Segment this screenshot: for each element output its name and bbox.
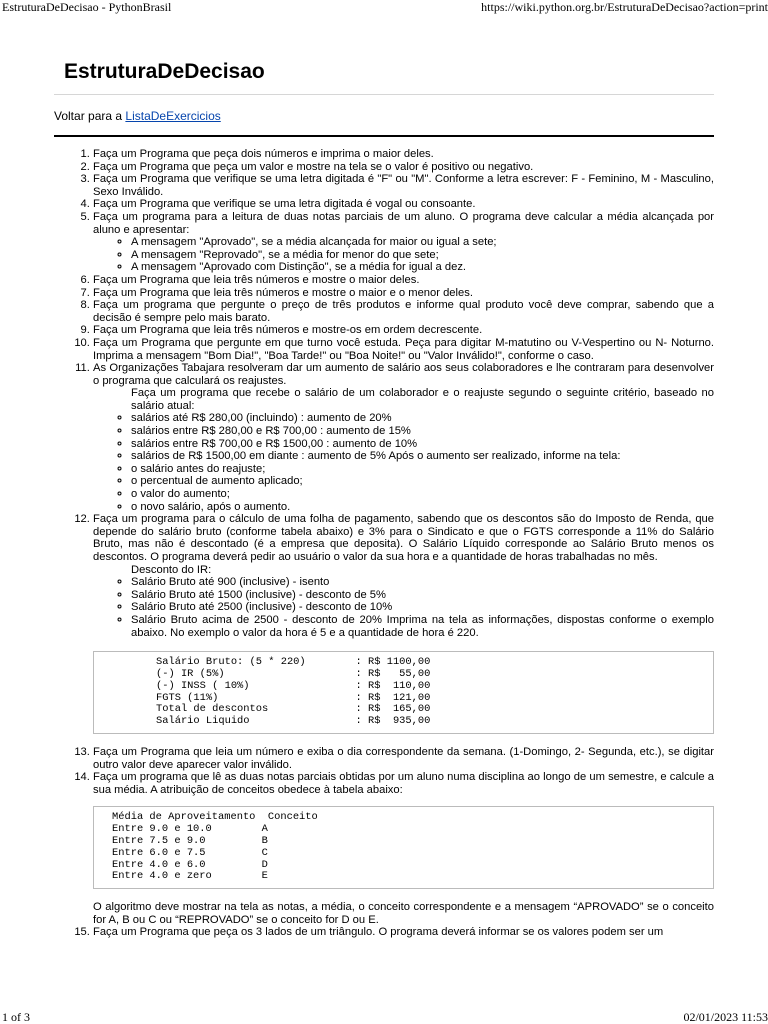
print-header-title: EstruturaDeDecisao - PythonBrasil: [2, 0, 172, 14]
item-text: Faça um programa para a leitura de duas notas parciais de um aluno. O programa deve calcular a média alcançada por aluno e apresentar:: [93, 210, 714, 236]
sub-list-item: ◦ o novo salário, após o aumento.: [131, 501, 714, 514]
list-item: 9. Faça um Programa que leia três números e mostre-os em ordem decrescente.: [93, 324, 714, 337]
back-prefix: Voltar para a: [54, 109, 126, 123]
back-link[interactable]: ListaDeExercicios: [125, 109, 221, 123]
print-header: [0, 0, 768, 16]
back-line: [54, 109, 714, 123]
list-item: [93, 771, 714, 926]
divider: [54, 135, 714, 137]
sub-list-item: ◦ A mensagem "Aprovado", se a média alcançada for maior ou igual a sete;: [131, 236, 714, 249]
list-item: 7. Faça um Programa que leia três números e mostre o maior e o menor deles.: [93, 287, 714, 300]
page-title: EstruturaDeDecisao: [54, 52, 714, 95]
payroll-example-block: Salário Bruto: (5 * 220) : R$ 1100,00 (-) IR (5%) : R$ 55,00 (-) INSS ( 10%) : R$ 110,00 FGTS (11%) : R$ 121,00 Total de descontos : R$ 165,00 Salário Liquido : R$ 935,00: [93, 651, 714, 734]
list-item: [93, 211, 714, 274]
sub-list-item: ◦ salários entre R$ 280,00 e R$ 700,00 : aumento de 15%: [131, 425, 714, 438]
sub-list-item: ◦ Salário Bruto até 900 (inclusive) - isento: [131, 576, 714, 589]
item-text: Faça um programa que lê as duas notas parciais obtidas por um aluno numa disciplina ao longo de um semestre, e calcule a sua média. A atribuição de conceitos obedece à tabela abaixo:: [93, 771, 714, 796]
list-item: [93, 513, 714, 734]
list-item: [93, 362, 714, 513]
grade-table-block: Média de Aproveitamento Conceito Entre 9.0 e 10.0 A Entre 7.5 e 9.0 B Entre 6.0 e 7.5 C Entre 4.0 e 6.0 D Entre 4.0 e zero E: [93, 806, 714, 889]
sub-list-item: ◦ Salário Bruto acima de 2500 - desconto de 20% Imprima na tela as informações, dispostas conforme o exemplo abaixo. No exemplo o valor da hora é 5 e a quantidade de hora é 220.: [131, 614, 714, 639]
list-item: 4. Faça um Programa que verifique se uma letra digitada é vogal ou consoante.: [93, 198, 714, 211]
sub-list-item: ◦ salários entre R$ 700,00 e R$ 1500,00 : aumento de 10%: [131, 438, 714, 451]
item-note: O algoritmo deve mostrar na tela as notas, a média, o conceito correspondente e a mensagem “APROVADO” se o conceito for A, B ou C ou “REPROVADO” se o conceito for D ou E.: [93, 901, 714, 926]
list-item: 6. Faça um Programa que leia três números e mostre o maior deles.: [93, 274, 714, 287]
list-item: 8. Faça um programa que pergunte o preço de três produtos e informe qual produto você deve comprar, sabendo que a decisão é sempre pelo mais barato.: [93, 299, 714, 324]
sub-list-item: ◦ A mensagem "Aprovado com Distinção", se a média for igual a dez.: [131, 261, 714, 274]
page-number: 1 of 3: [2, 1010, 30, 1024]
sub-list-item: ◦ Salário Bruto até 1500 (inclusive) - desconto de 5%: [131, 589, 714, 602]
list-item: 10. Faça um Programa que pergunte em que turno você estuda. Peça para digitar M-matutino ou V-Vespertino ou N- Noturno. Imprima a mensagem "Bom Dia!", "Boa Tarde!" ou "Boa Noite!" ou "Valor Inválido!", conforme o caso.: [93, 337, 714, 362]
sub-list-item: ◦ Salário Bruto até 2500 (inclusive) - desconto de 10%: [131, 601, 714, 614]
print-datetime: 02/01/2023 11:53: [683, 1010, 768, 1024]
item-text: As Organizações Tabajara resolveram dar um aumento de salário aos seus colaboradores e lhe contraram para desenvolver o programa que calculará os reajustes.: [93, 362, 714, 387]
list-item: 2. Faça um Programa que peça um valor e mostre na tela se o valor é positivo ou negativo.: [93, 161, 714, 174]
list-item: 15. Faça um Programa que peça os 3 lados de um triângulo. O programa deverá informar se os valores podem ser um: [93, 926, 714, 939]
print-header-url: https://wiki.python.org.br/EstruturaDeDecisao?action=print: [481, 0, 768, 14]
sub-list: [93, 236, 714, 274]
sub-list-item: ◦ o valor do aumento;: [131, 488, 714, 501]
list-item: 13. Faça um Programa que leia um número e exiba o dia correspondente da semana. (1-Domingo, 2- Segunda, etc.), se digitar outro valor deve aparecer valor inválido.: [93, 746, 714, 771]
sub-list: [93, 576, 714, 639]
sub-list: [93, 412, 714, 513]
item-text: Faça um programa para o cálculo de uma folha de pagamento, sabendo que os descontos são do Imposto de Renda, que depende do salário bruto (conforme tabela abaixo) e 3% para o Sindicato e que o FGTS corresponde a 11% do Salário Bruto, mas não é descontado (é a empresa que deposita). O Salário Líquido corresponde ao Salário Bruto menos os descontos. O programa deverá pedir ao usuário o valor da sua hora e a quantidade de horas trabalhadas no mês.: [93, 513, 714, 563]
sub-list-item: ◦ o salário antes do reajuste;: [131, 463, 714, 476]
list-item: 3. Faça um Programa que verifique se uma letra digitada é "F" ou "M". Conforme a letra escrever: F - Feminino, M - Masculino, Sexo Inválido.: [93, 173, 714, 198]
exercise-list: [54, 148, 714, 939]
list-item: 1. Faça um Programa que peça dois números e imprima o maior deles.: [93, 148, 714, 161]
page-content: [54, 52, 714, 939]
item-intro: Faça um programa que recebe o salário de um colaborador e o reajuste segundo o seguinte critério, baseado no salário atual:: [131, 387, 714, 412]
sub-list-item: ◦ A mensagem "Reprovado", se a média for menor do que sete;: [131, 249, 714, 262]
sub-list-item: ◦ salários até R$ 280,00 (incluindo) : aumento de 20%: [131, 412, 714, 425]
print-footer: [0, 1010, 768, 1024]
item-intro: Desconto do IR:: [131, 563, 212, 576]
sub-list-item: ◦ o percentual de aumento aplicado;: [131, 475, 714, 488]
sub-list-item: ◦ salários de R$ 1500,00 em diante : aumento de 5% Após o aumento ser realizado, informe na tela:: [131, 450, 714, 463]
